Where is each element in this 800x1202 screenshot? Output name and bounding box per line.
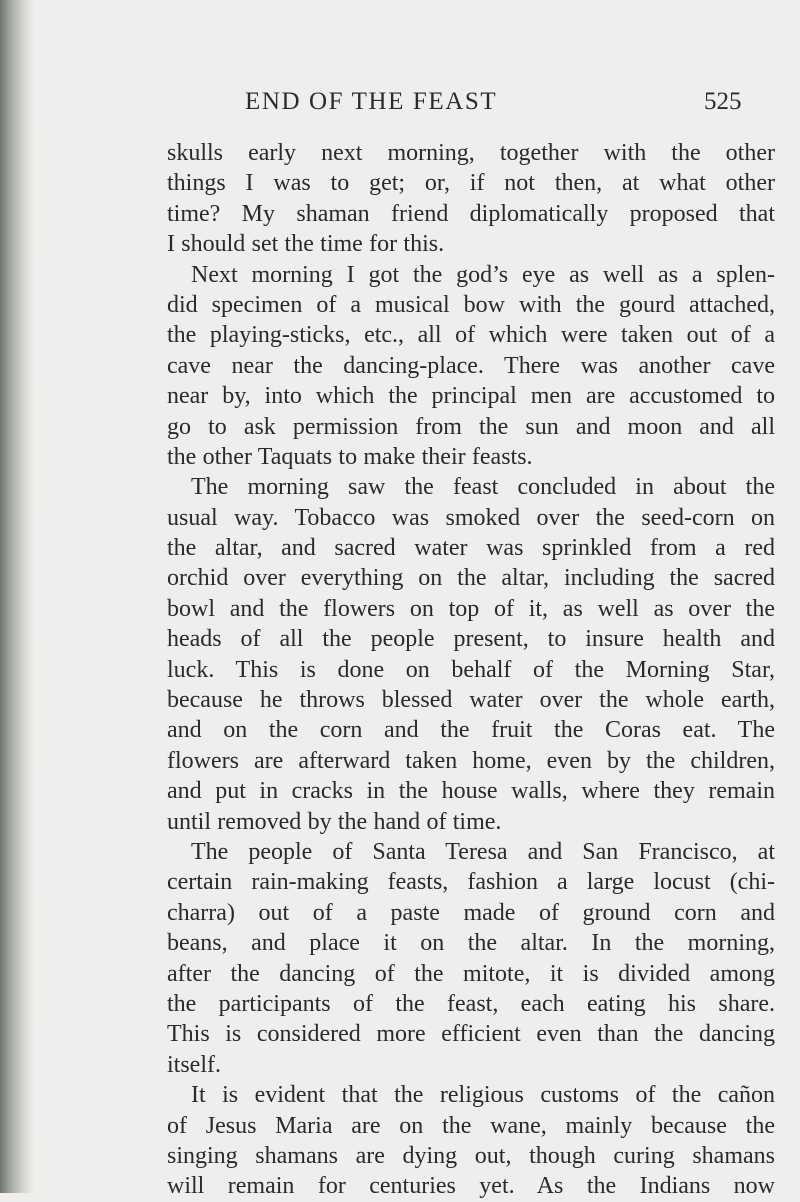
text-line: Next morning I got the god’s eye as well as a splen- — [191, 261, 775, 288]
text-line: certain rain-making feasts, fashion a large locust (chi- — [167, 869, 775, 896]
text-line: because he throws blessed water over the whole earth, — [167, 687, 775, 714]
text-line: beans, and place it on the altar. In the morning, — [167, 930, 775, 957]
text-line: singing shamans are dying out, though curing shamans — [167, 1142, 775, 1169]
text-line: heads of all the people present, to insure health and — [167, 626, 775, 653]
text-line: usual way. Tobacco was smoked over the seed-corn on — [167, 504, 775, 531]
text-line: The morning saw the feast concluded in about the — [191, 474, 775, 501]
text-line: will remain for centuries yet. As the Indians now — [167, 1173, 775, 1200]
text-line: until removed by the hand of time. — [167, 808, 502, 835]
text-line: It is evident that the religious customs of the cañon — [191, 1082, 775, 1109]
text-line: charra) out of a paste made of ground corn and — [167, 899, 775, 926]
text-line: things I was to get; or, if not then, at what other — [167, 170, 775, 197]
text-line: go to ask permission from the sun and moon and all — [167, 413, 775, 440]
text-line: of Jesus Maria are on the wane, mainly because the — [167, 1112, 775, 1139]
chapter-title: END OF THE FEAST — [245, 88, 498, 115]
text-line: bowl and the flowers on top of it, as well as over the — [167, 595, 775, 622]
text-line: the participants of the feast, each eating his share. — [167, 990, 775, 1017]
text-line: near by, into which the principal men are accustomed to — [167, 383, 775, 410]
text-line: time? My shaman friend diplomatically proposed that — [167, 200, 775, 227]
text-line: the altar, and sacred water was sprinkled from a red — [167, 535, 775, 562]
text-line: cave near the dancing-place. There was another cave — [167, 352, 775, 379]
text-line: I should set the time for this. — [167, 231, 445, 258]
text-line: after the dancing of the mitote, it is divided among — [167, 960, 775, 987]
text-line: This is considered more efficient even than the dancing — [167, 1021, 775, 1048]
book-binding-edge — [0, 0, 34, 1193]
text-line: luck. This is done on behalf of the Morning Star, — [167, 656, 775, 683]
text-line: did specimen of a musical bow with the gourd attached, — [167, 291, 775, 318]
page-number: 525 — [704, 88, 742, 115]
page-body-text — [167, 138, 775, 1202]
text-line: flowers are afterward taken home, even by the children, — [167, 747, 775, 774]
text-line: and on the corn and the fruit the Coras eat. The — [167, 717, 775, 744]
text-line: and put in cracks in the house walls, where they remain — [167, 778, 775, 805]
text-line: orchid over everything on the altar, including the sacred — [167, 565, 775, 592]
text-line: itself. — [167, 1051, 221, 1078]
running-head — [0, 88, 800, 122]
text-line: the playing-sticks, etc., all of which were taken out of a — [167, 322, 775, 349]
text-line: skulls early next morning, together with the other — [167, 140, 775, 166]
text-line: The people of Santa Teresa and San Francisco, at — [191, 838, 775, 865]
text-line: the other Taquats to make their feasts. — [167, 443, 533, 470]
